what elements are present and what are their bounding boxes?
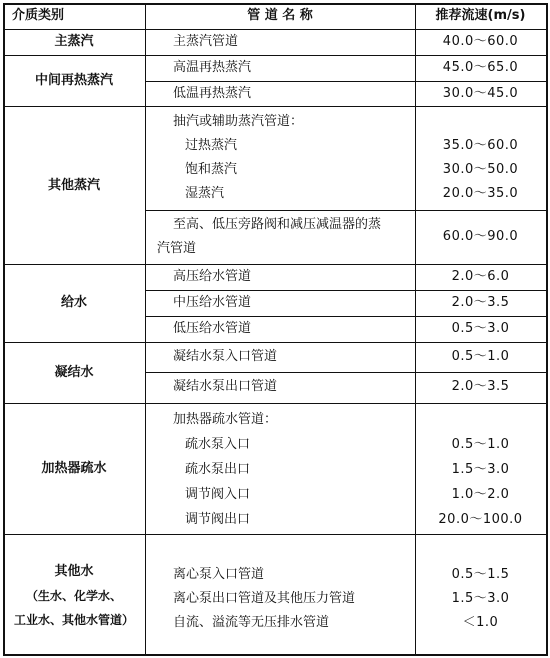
medium-condensate: 凝结水 xyxy=(54,365,94,380)
pipe-name: 湿蒸汽 xyxy=(185,186,225,201)
group-divider xyxy=(3,534,547,535)
speed-value: 30.0～50.0 xyxy=(442,162,519,177)
speed-value: 0.5～1.0 xyxy=(451,437,510,452)
medium-heater-drain: 加热器疏水 xyxy=(41,461,107,476)
header-pipe: 管 道 名 称 xyxy=(247,8,313,23)
pipe-name: 离心泵出口管道及其他压力管道 xyxy=(173,591,356,606)
speed-value: 20.0～35.0 xyxy=(442,186,519,201)
medium-other-steam: 其他蒸汽 xyxy=(47,178,100,193)
pipe-name: 疏水泵入口 xyxy=(185,437,251,452)
speed-value: 2.0～6.0 xyxy=(451,269,510,284)
header-speed: 推荐流速(m/s) xyxy=(435,8,526,23)
speed-value: 30.0～45.0 xyxy=(442,86,519,101)
pipe-name: 饱和蒸汽 xyxy=(185,162,238,177)
group-divider xyxy=(3,106,547,107)
group-divider xyxy=(3,342,547,343)
pipe-name: 过热蒸汽 xyxy=(185,138,238,153)
speed-value: 2.0～3.5 xyxy=(451,295,510,310)
medium-main-steam: 主蒸汽 xyxy=(54,34,94,49)
speed-value: 20.0～100.0 xyxy=(438,512,523,527)
speed-value: 0.5～3.0 xyxy=(451,321,510,336)
header-medium: 介质类别 xyxy=(12,8,65,23)
pipe-name: 抽汽或辅助蒸汽管道： xyxy=(173,114,304,129)
group-divider xyxy=(3,403,547,404)
pipe-name: 低压给水管道 xyxy=(173,321,252,336)
table-border-left xyxy=(3,3,5,656)
medium-reheat-steam: 中间再热蒸汽 xyxy=(34,73,113,88)
medium-other-water: 其他水 xyxy=(54,564,94,579)
pipe-name: 加热器疏水管道： xyxy=(173,412,278,427)
pipe-name: 中压给水管道 xyxy=(173,295,252,310)
speed-value: 35.0～60.0 xyxy=(442,138,519,153)
column-divider-1 xyxy=(145,3,146,655)
row-divider xyxy=(145,210,547,211)
speed-value: 40.0～60.0 xyxy=(442,34,519,49)
row-divider xyxy=(145,372,547,373)
pipe-name: 调节阀出口 xyxy=(185,512,251,527)
pipe-name: 自流、溢流等无压排水管道 xyxy=(173,615,330,630)
table-border-bottom xyxy=(3,654,548,656)
pipe-name-cont: 汽管道 xyxy=(157,241,197,256)
pipe-name: 高压给水管道 xyxy=(173,269,252,284)
pipe-name: 调节阀入口 xyxy=(185,487,251,502)
medium-feedwater: 给水 xyxy=(60,295,87,310)
pipe-name: 疏水泵出口 xyxy=(185,462,251,477)
pipe-name: 离心泵入口管道 xyxy=(173,567,265,582)
pipe-name: 低温再热蒸汽 xyxy=(173,86,252,101)
speed-value: 60.0～90.0 xyxy=(442,229,519,244)
pipe-name: 凝结水泵出口管道 xyxy=(173,379,278,394)
speed-value: 0.5～1.0 xyxy=(451,349,510,364)
speed-value: 45.0～65.0 xyxy=(442,60,519,75)
speed-value: 0.5～1.5 xyxy=(451,567,510,582)
speed-value: ＜1.0 xyxy=(462,615,499,630)
speed-value: 1.5～3.0 xyxy=(451,462,510,477)
speed-value: 1.5～3.0 xyxy=(451,591,510,606)
pipe-name: 至高、低压旁路阀和减压减温器的蒸 xyxy=(173,217,382,232)
pipe-name: 高温再热蒸汽 xyxy=(173,60,252,75)
table-border-right xyxy=(546,3,548,656)
pipe-name: 主蒸汽管道 xyxy=(173,34,239,49)
medium-other-water-line3: 工业水、其他水管道） xyxy=(13,613,134,627)
medium-other-water-line2: （生水、化学水、 xyxy=(25,589,122,603)
speed-value: 1.0～2.0 xyxy=(451,487,510,502)
pipe-name: 凝结水泵入口管道 xyxy=(173,349,278,364)
speed-value: 2.0～3.5 xyxy=(451,379,510,394)
